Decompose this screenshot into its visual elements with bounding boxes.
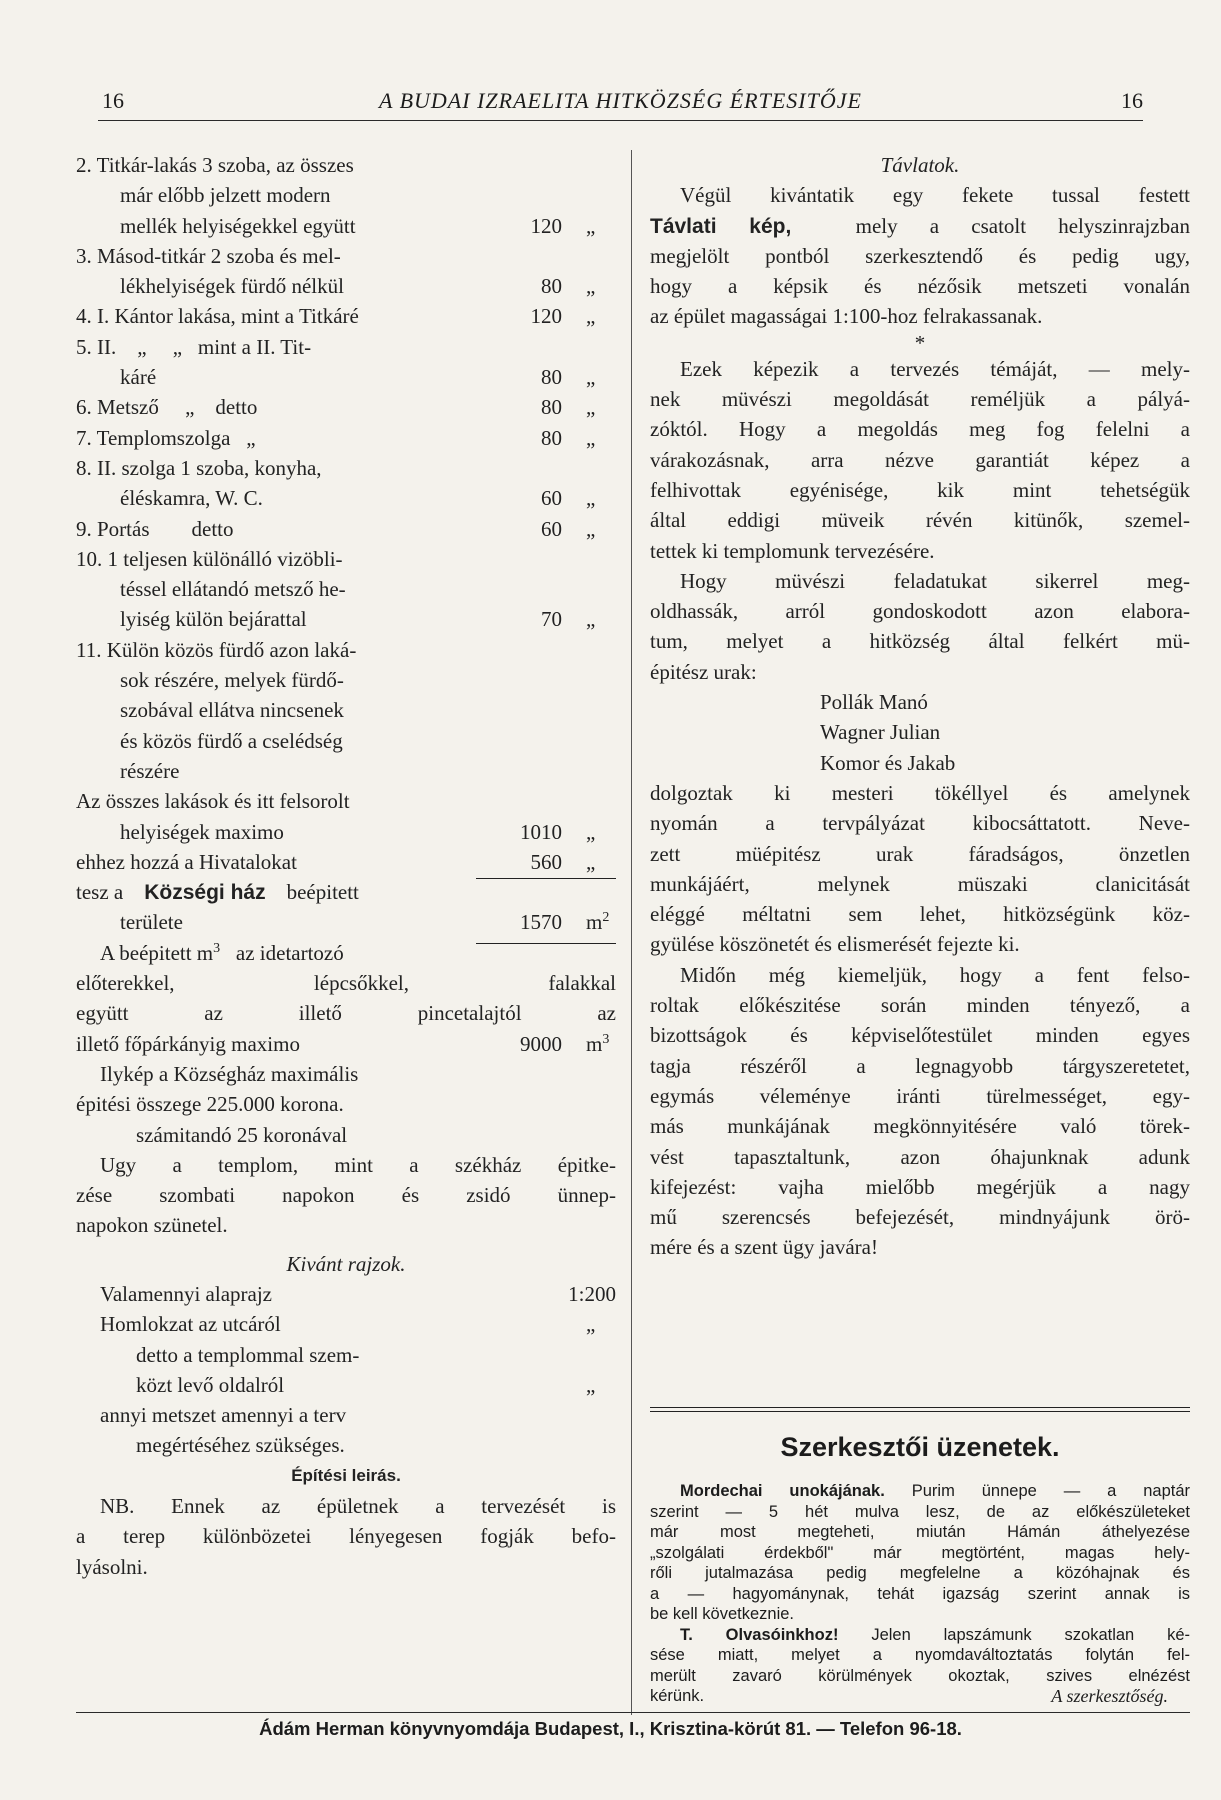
paragraph-line: T. Olvasóinkhoz! Jelen lapszámunk szokatlan ké- — [680, 1625, 1191, 1644]
sum-row: területe 1570 $m^2$ — [120, 910, 610, 935]
signature: A szerkesztőség. — [1051, 1686, 1168, 1706]
paragraph-line: A beépitett $m^3$ az idetartozó — [100, 940, 344, 965]
architect-name: Wagner Julian — [820, 720, 941, 745]
paragraph-line: roltak előkészitése során minden tényező, a — [650, 993, 1190, 1018]
paragraph-line: kérünk. A szerkesztőség. — [650, 1686, 1168, 1706]
table-row: káré 80 „ — [120, 365, 596, 390]
sum-row: helyiségek maximo 1010 „ — [120, 819, 596, 844]
paragraph-line: rőli jutalmazása pedig megfelelne a közóhajnak és — [650, 1564, 1190, 1582]
table-row: már előbb jelzett modern — [120, 183, 331, 208]
section-divider — [650, 1411, 1190, 1412]
paragraph-line: kifejezést: vajha mielőbb megérjük a nagy — [650, 1174, 1190, 1199]
table-row: téssel ellátandó metsző he- — [120, 577, 346, 602]
sum-rule — [476, 943, 616, 944]
paragraph-line: mű szerencsés befejezését, mindnyájunk örö- — [650, 1205, 1190, 1230]
paragraph-line: nyomán a tervpályázat kibocsáttatott. Neve- — [650, 811, 1190, 836]
paragraph-line: egymás véleménye iránti türelmességet, egy- — [650, 1083, 1190, 1108]
paragraph-line: zett müépitész urak fáradságos, önzetlen — [650, 841, 1190, 866]
table-row: lyiség külön bejárattal 70 „ — [120, 607, 596, 632]
paragraph-line: gyülése köszönetét és elismerését fejezte ki. — [650, 932, 1020, 957]
paragraph-line: Hogy müvészi feladatukat sikerrel meg- — [680, 568, 1190, 593]
page-number-left: 16 — [102, 88, 124, 113]
printer-imprint: Ádám Herman könyvnyomdája Budapest, I., Krisztina-körút 81. — Telefon 96-18. — [259, 1718, 962, 1739]
paragraph-line: a terep különbözetei lényegesen fogják befo- — [76, 1524, 616, 1549]
paragraph-line: bizottságok és képviselőtestület minden egyes — [650, 1023, 1190, 1048]
paragraph-line: zóktól. Hogy a megoldás meg fog felelni a — [650, 417, 1190, 442]
list-item: Homlokzat az utcáról „ — [100, 1312, 596, 1337]
paragraph-line: Végül kivántatik egy fekete tussal festett — [680, 183, 1190, 208]
paragraph-line: sése miatt, melyet a nyomdaváltoztatás folytán fel- — [650, 1646, 1190, 1664]
paragraph-line: Ilykép a Községház maximális — [100, 1061, 359, 1086]
paragraph-line: épitési összege 225.000 korona. — [76, 1092, 344, 1117]
table-row: lékhelyiségek fürdő nélkül 80 „ — [120, 274, 596, 299]
paragraph-line: napokon szünetel. — [76, 1213, 228, 1238]
sum-row: ehhez hozzá a Hivatalokat 560 „ — [76, 849, 596, 874]
paragraph-line: dolgoztak ki mesteri tökéllyel és amelynek — [650, 780, 1190, 805]
journal-title: A BUDAI IZRAELITA HITKÖZSÉG ÉRTESITŐJE — [379, 88, 862, 113]
page-number-right: 16 — [1121, 88, 1143, 113]
paragraph-line: Ezek képezik a tervezés témáját, — mely- — [680, 356, 1190, 381]
paragraph-line: által eddigi müveik révén kitünők, szemel- — [650, 508, 1190, 533]
architect-name: Komor és Jakab — [820, 750, 956, 775]
paragraph-line: „szolgálati érdekből" már megtörtént, magas hely- — [650, 1543, 1190, 1562]
paragraph-line: hogy a képsik és nézősik metszeti vonalán — [650, 274, 1190, 299]
left-column — [76, 150, 616, 1582]
paragraph-line: be kell következnie. — [650, 1605, 794, 1623]
paragraph-line: eléggé méltatni sem lehet, hitközségünk köz- — [650, 902, 1190, 927]
table-row: 6. Metsző „ detto 80 „ — [76, 395, 596, 420]
paragraph-line: vést tapasztaltunk, azon óhajunknak adunk — [650, 1144, 1190, 1169]
paragraph-line: tum, melyet a hitközség által felkért mü- — [650, 629, 1190, 654]
list-item: közt levő oldalról „ — [136, 1372, 596, 1397]
tavlati-kep-label: Távlati kép, — [650, 214, 792, 238]
paragraph-line: szerint — 5 hét mulva lesz, de az előkészületeket — [650, 1502, 1190, 1521]
table-row: részére — [120, 758, 180, 783]
paragraph-line: más munkájának megkönnyitésére való törek- — [650, 1114, 1190, 1139]
table-row: 11. Külön közös fürdő azon laká- — [76, 637, 357, 662]
paragraph-line: már most megteheti, miután Hámán áthelyezése — [650, 1523, 1190, 1541]
paragraph-line: a — hagyománynak, tehát igazság szerint annak is — [650, 1584, 1190, 1603]
paragraph-line: tagja részéről a legnagyobb tárgyszeretetet, — [650, 1053, 1190, 1078]
paragraph-line: illető főpárkányig maximo 9000 $m^3$ — [76, 1031, 610, 1056]
table-row: 5. II. „ „ mint a II. Tit- — [76, 334, 312, 359]
paragraph-line: Mordechai unokájának. Purim ünnepe — a naptár — [680, 1482, 1191, 1500]
table-row: 10. 1 teljesen különálló vizöbli- — [76, 546, 343, 571]
section-heading-epitesi-leiras: Építési leirás. — [291, 1465, 401, 1485]
paragraph-line: zése szombati napokon és zsidó ünnep- — [76, 1183, 616, 1208]
table-row: sok részére, melyek fürdő- — [120, 668, 344, 693]
paragraph-line: Ugy a templom, mint a székház épitke- — [100, 1152, 616, 1177]
paragraph-line: épitész urak: — [650, 659, 757, 684]
architect-name: Pollák Manó — [820, 690, 928, 715]
paragraph-line: merült zavaró körülmények okoztak, szives elnézést — [650, 1666, 1190, 1685]
paragraph-line: előterekkel, lépcsőkkel, falakkal — [76, 971, 616, 996]
table-row: 9. Portás detto 60 „ — [76, 516, 596, 541]
right-column — [650, 150, 1190, 1263]
kozsegi-haz-label: Községi ház — [144, 881, 266, 905]
column-divider — [631, 150, 632, 1715]
paragraph-line: NB. Ennek az épületnek a tervezését is — [100, 1494, 616, 1519]
table-row: 3. Másod-titkár 2 szoba és mel- — [76, 243, 341, 268]
paragraph-line: számitandó 25 koronával — [136, 1122, 348, 1147]
table-row: 7. Templomszolga „ 80 „ — [76, 425, 596, 450]
list-item: annyi metszet amennyi a terv — [100, 1403, 347, 1428]
editorial-messages-title: Szerkesztői üzenetek. — [780, 1432, 1060, 1462]
section-heading-tavlatok: Távlatok. — [880, 153, 960, 177]
paragraph-line: munkájáért, melynek müszaki clanicitását — [650, 871, 1190, 896]
paragraph-line: az épület magasságai 1:100-hoz felrakassanak. — [650, 304, 1043, 329]
table-row: 4. I. Kántor lakása, mint a Titkáré 120 „ — [76, 304, 596, 329]
paragraph-line: tettek ki templomunk tervezésére. — [650, 538, 935, 563]
sum-row: tesz a Községi ház beépitett — [76, 880, 359, 905]
paragraph-line: Távlati kép, mely a csatolt helyszinrajzban — [650, 213, 1191, 238]
table-row: éléskamra, W. C. 60 „ — [120, 486, 596, 511]
table-row: 2. Titkár-lakás 3 szoba, az összes — [76, 153, 354, 177]
section-divider — [650, 1407, 1190, 1408]
paragraph-line: Midőn még kiemeljük, hogy a fent felso- — [680, 962, 1190, 987]
section-star: * — [914, 330, 926, 355]
sum-row: Az összes lakások és itt felsorolt — [76, 789, 350, 814]
footer-rule — [76, 1712, 1190, 1713]
page-header — [98, 86, 1143, 121]
paragraph-line: várakozásnak, arra nézve garantiát képez a — [650, 447, 1190, 472]
paragraph-line: nek müvészi megoldását reméljük a pályá- — [650, 387, 1190, 412]
table-row: és közös fürdő a cselédség — [120, 728, 343, 753]
editorial-messages — [650, 1481, 1190, 1707]
list-item: Valamennyi alaprajz 1:200 — [100, 1281, 616, 1306]
sum-rule — [476, 878, 616, 879]
paragraph-line: megjelölt pontból szerkesztendő és pedig ugy, — [650, 243, 1190, 268]
paragraph-line: mére és a szent ügy javára! — [650, 1235, 878, 1260]
table-row: mellék helyiségekkel együtt 120 „ — [120, 213, 596, 238]
paragraph-line: felhivottak egyénisége, kik mint tehetségük — [650, 477, 1190, 502]
list-item: megértéséhez szükséges. — [136, 1433, 345, 1458]
paragraph-line: oldhassák, arról gondoskodott azon elabora- — [650, 599, 1190, 624]
section-heading-kivant-rajzok: Kivánt rajzok. — [286, 1251, 406, 1276]
table-row: 8. II. szolga 1 szoba, konyha, — [76, 455, 322, 480]
table-row: szobával ellátva nincsenek — [120, 698, 344, 723]
paragraph-line: lyásolni. — [76, 1554, 148, 1579]
list-item: detto a templommal szem- — [136, 1342, 360, 1367]
paragraph-line: együtt az illető pincetalajtól az — [76, 1001, 616, 1026]
